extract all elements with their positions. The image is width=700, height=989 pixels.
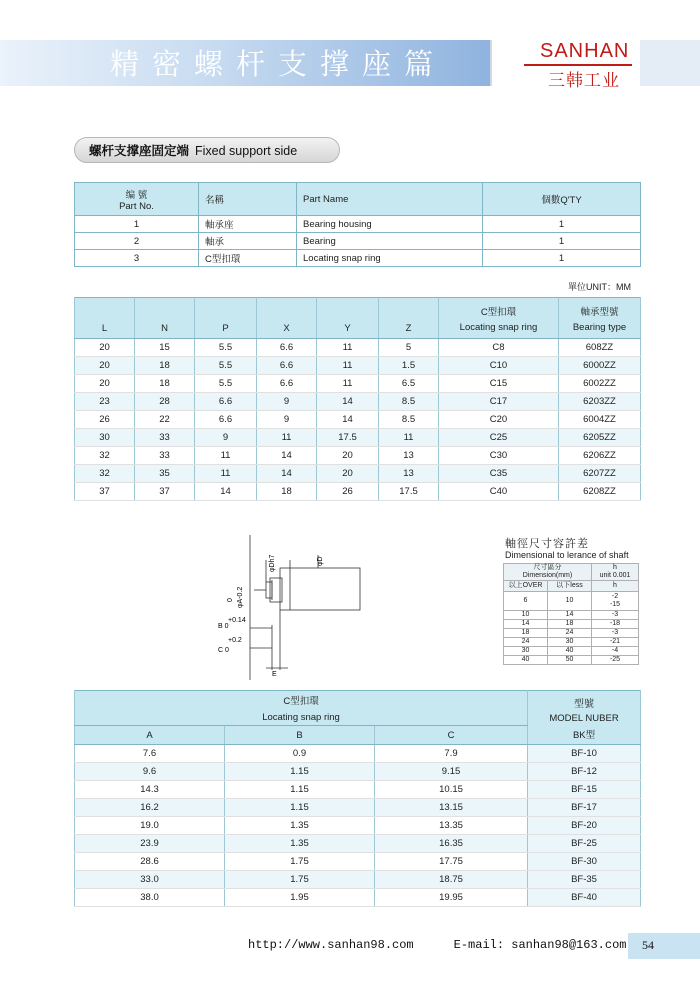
parts-table — [74, 182, 641, 267]
table-row: 26 22 6.6 9 14 8.5 C20 6004ZZ — [75, 411, 641, 429]
table-row: 20 18 5.5 6.6 11 1.5 C10 6000ZZ — [75, 357, 641, 375]
label-b: B 0 — [218, 623, 229, 630]
header-divider — [490, 40, 492, 86]
label-b-tol: +0.14 — [228, 617, 246, 624]
table-header-row — [75, 691, 641, 726]
col-n: N — [135, 298, 195, 339]
table-row: 6 10 -2 -15 — [504, 592, 639, 611]
table-row: 28.6 1.75 17.75 BF-30 — [75, 853, 641, 871]
tolerance-title: 軸徑尺寸容許差 — [505, 538, 589, 550]
col-part-no: 编 號 Part No. — [75, 183, 199, 216]
col-snap-ring: C型扣環 Locating snap ring — [439, 298, 559, 339]
table-row: 24 30 -21 — [504, 638, 639, 647]
page-title: 精密螺杆支撑座篇 — [110, 47, 447, 81]
label-c: C 0 — [218, 647, 229, 654]
table-row: 2 軸承 Bearing 1 — [75, 233, 641, 250]
label-e: E — [272, 671, 277, 678]
page-number-box — [628, 933, 700, 959]
table-row: 14.3 1.15 10.15 BF-15 — [75, 781, 641, 799]
col-snap-ring-group: C型扣環 Locating snap ring — [75, 691, 528, 726]
page-number: 54 — [642, 938, 654, 952]
header-right-band — [640, 40, 700, 86]
table-row: 40 50 -25 — [504, 656, 639, 665]
col-z: Z — [379, 298, 439, 339]
col-p: P — [195, 298, 257, 339]
table-row: 16.2 1.15 13.15 BF-17 — [75, 799, 641, 817]
table-row: 33.0 1.75 18.75 BF-35 — [75, 871, 641, 889]
col-over: 以上OVER — [504, 581, 548, 592]
table-row: 32 33 11 14 20 13 C30 6206ZZ — [75, 447, 641, 465]
unit-label: 單位UNIT：MM — [568, 282, 631, 292]
col-y: Y — [317, 298, 379, 339]
table-row: 14 18 -18 — [504, 620, 639, 629]
table-row: 20 15 5.5 6.6 11 5 C8 608ZZ — [75, 339, 641, 357]
section-title-en: Fixed support side — [195, 144, 298, 158]
table-row: 1 軸承座 Bearing housing 1 — [75, 216, 641, 233]
table-header-row — [504, 581, 639, 592]
table-row: 7.6 0.9 7.9 BF-10 — [75, 745, 641, 763]
col-part-name: Part Name — [297, 183, 483, 216]
col-l: L — [75, 298, 135, 339]
col-h: h unit 0.001 — [592, 564, 639, 581]
table-header-row — [504, 564, 639, 581]
table-row: 18 24 -3 — [504, 629, 639, 638]
table-row: 38.0 1.95 19.95 BF-40 — [75, 889, 641, 907]
col-dimension: 尺寸區分 Dimension(mm) — [504, 564, 592, 581]
table-row: 30 33 9 11 17.5 11 C25 6205ZZ — [75, 429, 641, 447]
col-bearing-type: 軸承型號 Bearing type — [559, 298, 641, 339]
label-dh7: φDh7 — [269, 554, 276, 572]
tolerance-subtitle: Dimensional to lerance of shaft — [505, 550, 629, 560]
table-row: 37 37 14 18 26 17.5 C40 6208ZZ — [75, 483, 641, 501]
table-row: 30 40 -4 — [504, 647, 639, 656]
col-less: 以下less — [548, 581, 592, 592]
table-row: 9.6 1.15 9.15 BF-12 — [75, 763, 641, 781]
label-zero: 0 — [227, 598, 234, 602]
table-row: 19.0 1.35 13.35 BF-20 — [75, 817, 641, 835]
section-title — [74, 137, 340, 163]
tolerance-table — [503, 563, 639, 665]
footer-url[interactable]: http://www.sanhan98.com — [248, 938, 414, 952]
table-header-row — [75, 298, 641, 339]
brand-name-cn: 三韩工业 — [548, 71, 620, 90]
table-row: 23 28 6.6 9 14 8.5 C17 6203ZZ — [75, 393, 641, 411]
table-row: 3 C型扣環 Locating snap ring 1 — [75, 250, 641, 267]
col-x: X — [257, 298, 317, 339]
table-row: 23.9 1.35 16.35 BF-25 — [75, 835, 641, 853]
label-d: φD — [317, 556, 324, 566]
dimensions-table — [74, 297, 641, 501]
footer-email[interactable]: E-mail: sanhan98@163.com — [453, 938, 627, 952]
col-b: B — [225, 726, 375, 745]
table-row: 32 35 11 14 20 13 C35 6207ZZ — [75, 465, 641, 483]
table-header-row — [75, 183, 641, 216]
col-model: 型號 MODEL NUBER BK型 — [528, 691, 641, 745]
section-title-cn: 螺杆支撑座固定端 — [89, 144, 190, 158]
shaft-drawing — [210, 530, 370, 685]
col-h2: h — [592, 581, 639, 592]
col-qty: 個數Q'TY — [483, 183, 641, 216]
label-a: φA-0.2 — [237, 586, 244, 608]
table-row: 10 14 -3 — [504, 611, 639, 620]
brand-name-en: SANHAN — [540, 40, 630, 62]
col-name-cn: 名稱 — [199, 183, 297, 216]
snap-ring-table — [74, 690, 641, 907]
col-c: C — [375, 726, 528, 745]
label-c-tol: +0.2 — [228, 637, 242, 644]
footer-contact — [248, 938, 626, 952]
table-row: 20 18 5.5 6.6 11 6.5 C15 6002ZZ — [75, 375, 641, 393]
col-a: A — [75, 726, 225, 745]
